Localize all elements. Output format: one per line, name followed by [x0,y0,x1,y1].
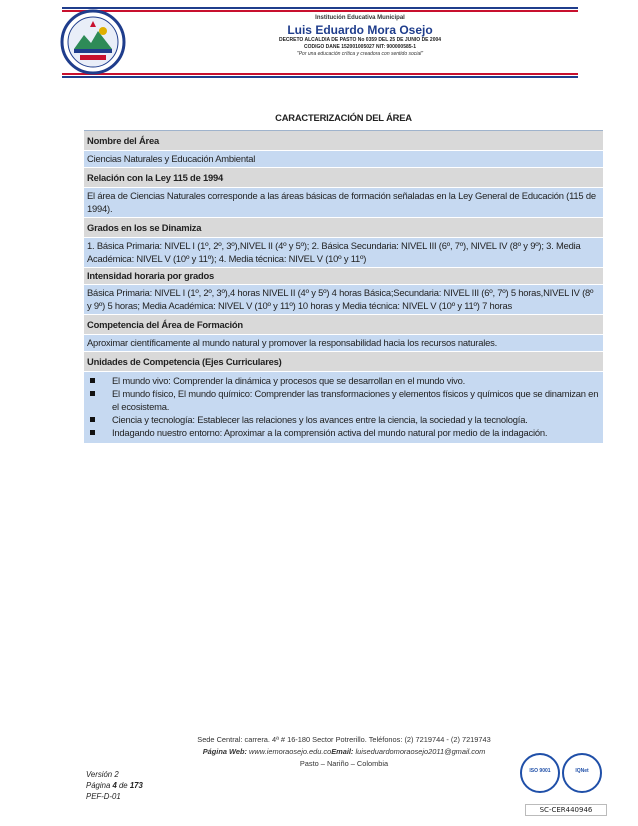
footer-city: Pasto – Nariño – Colombia [299,759,389,768]
web-link[interactable]: www.iemoraosejo.edu.co [249,747,332,756]
square-bullet-icon [90,378,95,383]
codes-line: CODIGO DANE 152001005027 NIT: 900000585-1 [303,44,416,50]
certificate-code: SC-CER440946 [525,804,607,816]
label-competence-units: Unidades de Competencia (Ejes Curriculares) [84,352,603,372]
label-grades: Grados en los se Dinamiza [84,218,603,238]
list-item [87,426,600,439]
footer-address: Sede Central: carrera. 4ª # 16-180 Sector Potrerillo. Teléfonos: (2) 7219744 - (2) 7219743 [197,735,491,744]
label-law-relation: Relación con la Ley 115 de 1994 [84,168,603,188]
email-label: Email: [331,747,354,756]
square-bullet-icon [90,417,95,422]
page-of: de [118,781,128,790]
institution-header [210,14,510,58]
label-hours: Intensidad horaria por grados [84,268,603,285]
unit-text: Ciencia y tecnología: Establecer las relaciones y los avances entre la ciencia, la sociedad y la tecnología. [112,414,528,425]
square-bullet-icon [90,391,95,396]
header-stripe-blue-top [62,7,578,9]
table-title: CARACTERIZACIÓN DEL ÁREA [84,108,603,131]
page-prefix: Página [86,781,111,790]
header-stripe-blue-bottom [62,76,578,78]
header-stripe-red-top [62,10,578,12]
email-link[interactable]: luiseduardomoraosejo2011@gmail.com [355,747,486,756]
institution-type: Institución Educativa Municipal [315,15,405,21]
page-indicator [86,780,143,791]
institution-motto: "Por una educación crítica y creadora con sentido social" [296,51,424,57]
page-total: 173 [129,781,143,790]
unit-text: El mundo vivo: Comprender la dinámica y procesos que se desarrollan en el mundo vivo. [112,375,465,386]
iso-certification-seal-icon [520,753,560,793]
list-item [87,374,600,387]
form-code: PEF-D-01 [86,792,121,801]
label-competence: Competencia del Área de Formación [84,315,603,335]
page-number: 4 [112,781,117,790]
institution-name: Luis Eduardo Mora Osejo [287,23,433,37]
content-grades: 1. Básica Primaria: NIVEL I (1º, 2º, 3º),NIVEL II (4º y 5º); 2. Básica Secundaria: NIVEL III (6º, 7º), NIVEL IV (8º y 9º); 3. Media Académica: NIVEL V (10º y 11º); 4. Media técnica: NIVEL V (10º y 11º) [84,238,603,268]
footer-contact [170,734,518,770]
school-crest-logo-icon [60,9,126,75]
header-stripe-red-bottom [62,73,578,75]
area-characterization-table [84,108,603,443]
list-item [87,387,600,413]
unit-text: Indagando nuestro entorno: Aproximar a la comprensión activa del mundo natural por medio de la indagación. [112,427,548,438]
web-label: Página Web: [202,747,247,756]
footer-web-email [170,746,518,758]
label-area-name: Nombre del Área [84,131,603,151]
content-area-name: Ciencias Naturales y Educación Ambiental [84,151,603,168]
decree-line: DECRETO ALCALDIA DE PASTO No 0359 DEL 25 DE JUNIO DE 2004 [278,37,442,43]
iqnet-certification-seal-icon [562,753,602,793]
competence-units-list [84,372,603,443]
content-hours: Básica Primaria: NIVEL I (1º, 2º, 3º),4 horas NIVEL II (4º y 5º) 4 horas Básica;Secundaria: NIVEL III (6º, 7º) 5 horas,NIVEL IV (8º y 9º) 5 horas; Media Académica: NIVEL V (10º y 11º) 10 horas y Media técnica: NIVEL V (10º y 11º) 7 horas [84,285,603,315]
seal-a-label: ISO 9001 [529,768,551,774]
seal-b-label: IQNet [575,768,589,774]
unit-text: El mundo físico, El mundo químico: Comprender las transformaciones y elementos físicos y químicos que se dinamizan en el ecosistema. [112,388,599,412]
square-bullet-icon [90,430,95,435]
list-item [87,413,600,426]
version-label: Versión 2 [86,770,119,779]
content-competence: Aproximar científicamente al mundo natural y promover la responsabilidad hacia los recursos naturales. [84,335,603,352]
content-law-relation: El área de Ciencias Naturales corresponde a las áreas básicas de formación señaladas en la Ley General de Educación (115 de 1994). [84,188,603,218]
document-control [86,769,143,802]
